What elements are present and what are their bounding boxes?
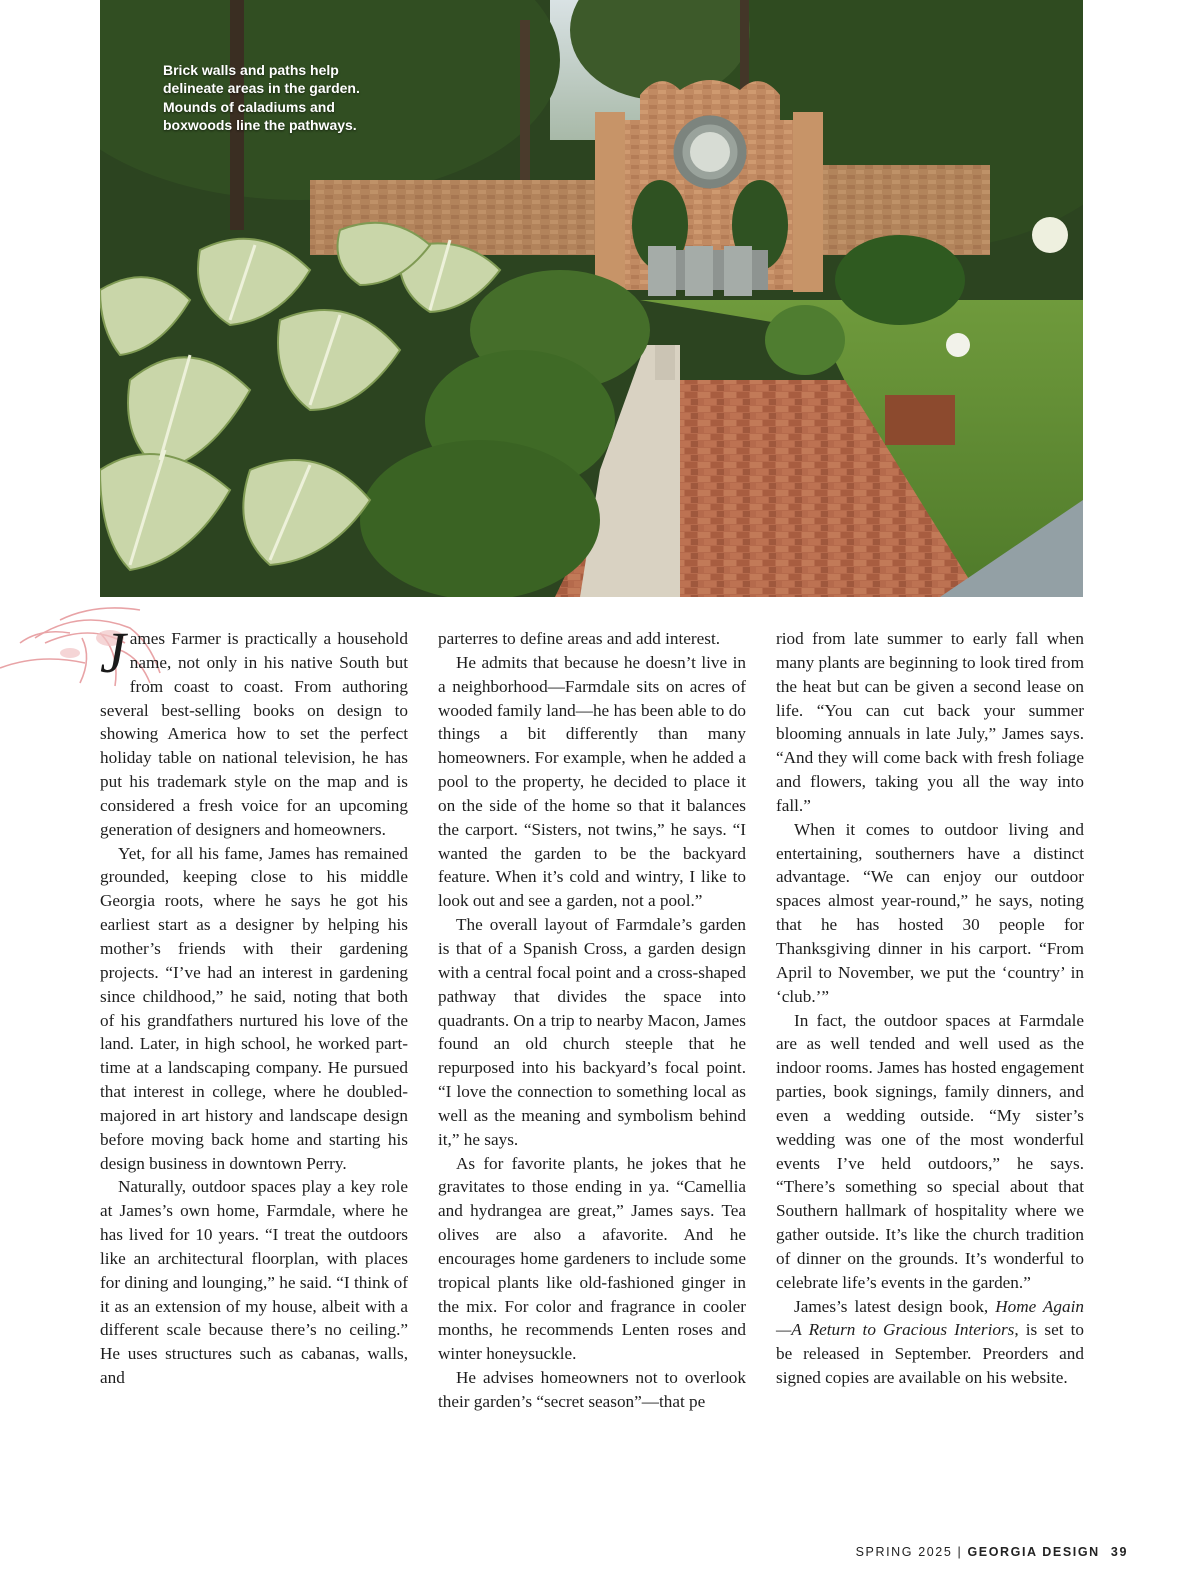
article-column-1 (100, 620, 408, 1390)
article-column-3 (776, 627, 1084, 1390)
paragraph: He advises homeowners not to overlook their garden’s “secret season”—that pe (438, 1368, 746, 1411)
paragraph-text: , is set to be released in September. Preorders and signed copies are available on his website. (776, 1320, 1085, 1388)
paragraph: Yet, for all his fame, James has remained grounded, keeping close to his middle Georgia roots, where he says he got his earliest start as a designer by helping his mother’s friends with their gardening projects. “I’ve had an interest in gardening since childhood,” he said, noting that both of his grandfathers nurtured his love of the land. Later, in high school, he worked part-time at a landscaping company. He pursued that interest in college, where he doubled-majored in art history and landscape design before moving back home and starting his design business in downtown Perry. (100, 843, 408, 1173)
paragraph-text: James’s latest design book, (794, 1296, 996, 1316)
paragraph: Naturally, outdoor spaces play a key role at James’s own home, Farmdale, where he has lived for 10 years. “I treat the outdoors like an architectural floorplan, with places for dining and lounging,” he said. “I think of it as an extension of my house, albeit with a different scale because there’s no ceiling.” He uses structures such as cabanas, walls, and (100, 1177, 408, 1388)
paragraph (776, 1295, 1084, 1390)
paragraph: The overall layout of Farmdale’s garden is that of a Spanish Cross, a garden design with a central focal point and a cross-shaped pathway that divides the space into quadrants. On a trip to nearby Macon, James found an old church steeple that he repurposed into his backyard’s focal point. “I love the connection to something local as well as the meaning and symbolism behind it,” he says. (438, 915, 746, 1149)
page-number: 39 (1110, 1545, 1128, 1559)
photo-caption: Brick walls and paths help delineate areas in the garden. Mounds of caladiums and boxwoods line the pathways. (163, 62, 360, 134)
book-title: Home Again—A Return to Gracious Interiors (776, 1296, 1084, 1340)
drop-cap: J (100, 620, 126, 685)
page-footer (856, 1545, 1128, 1559)
paragraph: In fact, the outdoor spaces at Farmdale are as well tended and well used as the indoor rooms. James has hosted engagement parties, book signings, family dinners, and even a wedding outside. “My sister’s wedding was one of the most wonderful events I’ve held outdoors,” he says. “There’s something so special about that Southern hallmark of hospitality where we gather outside. It’s like the church tradition of dinner on the grounds. It’s wonderful to celebrate life’s events in the garden.” (776, 1010, 1084, 1292)
issue-label: SPRING 2025 (855, 1545, 953, 1559)
paragraph: parterres to define areas and add interest. (438, 629, 721, 648)
magazine-name: GEORGIA DESIGN (967, 1545, 1100, 1559)
paragraph-text: ames Farmer is practically a household name, not only in his native South but from coast to coast. From authoring several best-selling books on design to showing America how to set the perfect holiday table on national television, he has put his trademark style on the map and is considered a fresh voice for an upcoming generation of designers and homeowners. (100, 629, 408, 839)
paragraph (100, 620, 408, 842)
paragraph: riod from late summer to early fall when many plants are beginning to look tired from the heat but can be given a second lease on life. “You can cut back your summer blooming annuals in late July,” James says. “And they will come back with fresh foliage and flowers, taking you all the way into fall.” (776, 629, 1084, 815)
article-column-2 (438, 627, 746, 1414)
paragraph: He admits that because he doesn’t live in a neighborhood—Farmdale sits on acres of wooded family land—he has been able to do things a bit differently than many homeowners. For example, when he added a pool to the property, he decided to place it on the side of the home so that it balances the carport. “Sisters, not twins,” he says. “I wanted the garden to be the backyard feature. When it’s cold and wintry, I like to look out and see a garden, not a pool.” (438, 652, 746, 911)
paragraph: When it comes to outdoor living and entertaining, southerners have a distinct advantage. “We can enjoy our outdoor spaces almost year-round,” he says, noting that he has hosted 30 people for Thanksgiving dinner in his carport. “From April to November, we put the ‘country’ in ‘club.’” (776, 819, 1084, 1006)
garden-photo (100, 0, 1083, 597)
footer-separator: | (957, 1545, 963, 1559)
paragraph: As for favorite plants, he jokes that he gravitates to those ending in ya. “Camellia and hydrangea are great,” James says. Tea olives are also a afavorite. And he encourages home gardeners to include some tropical plants like old-fashioned ginger in the mix. For color and fragrance in cooler months, he recommends Lenten roses and winter honeysuckle. (438, 1153, 746, 1364)
